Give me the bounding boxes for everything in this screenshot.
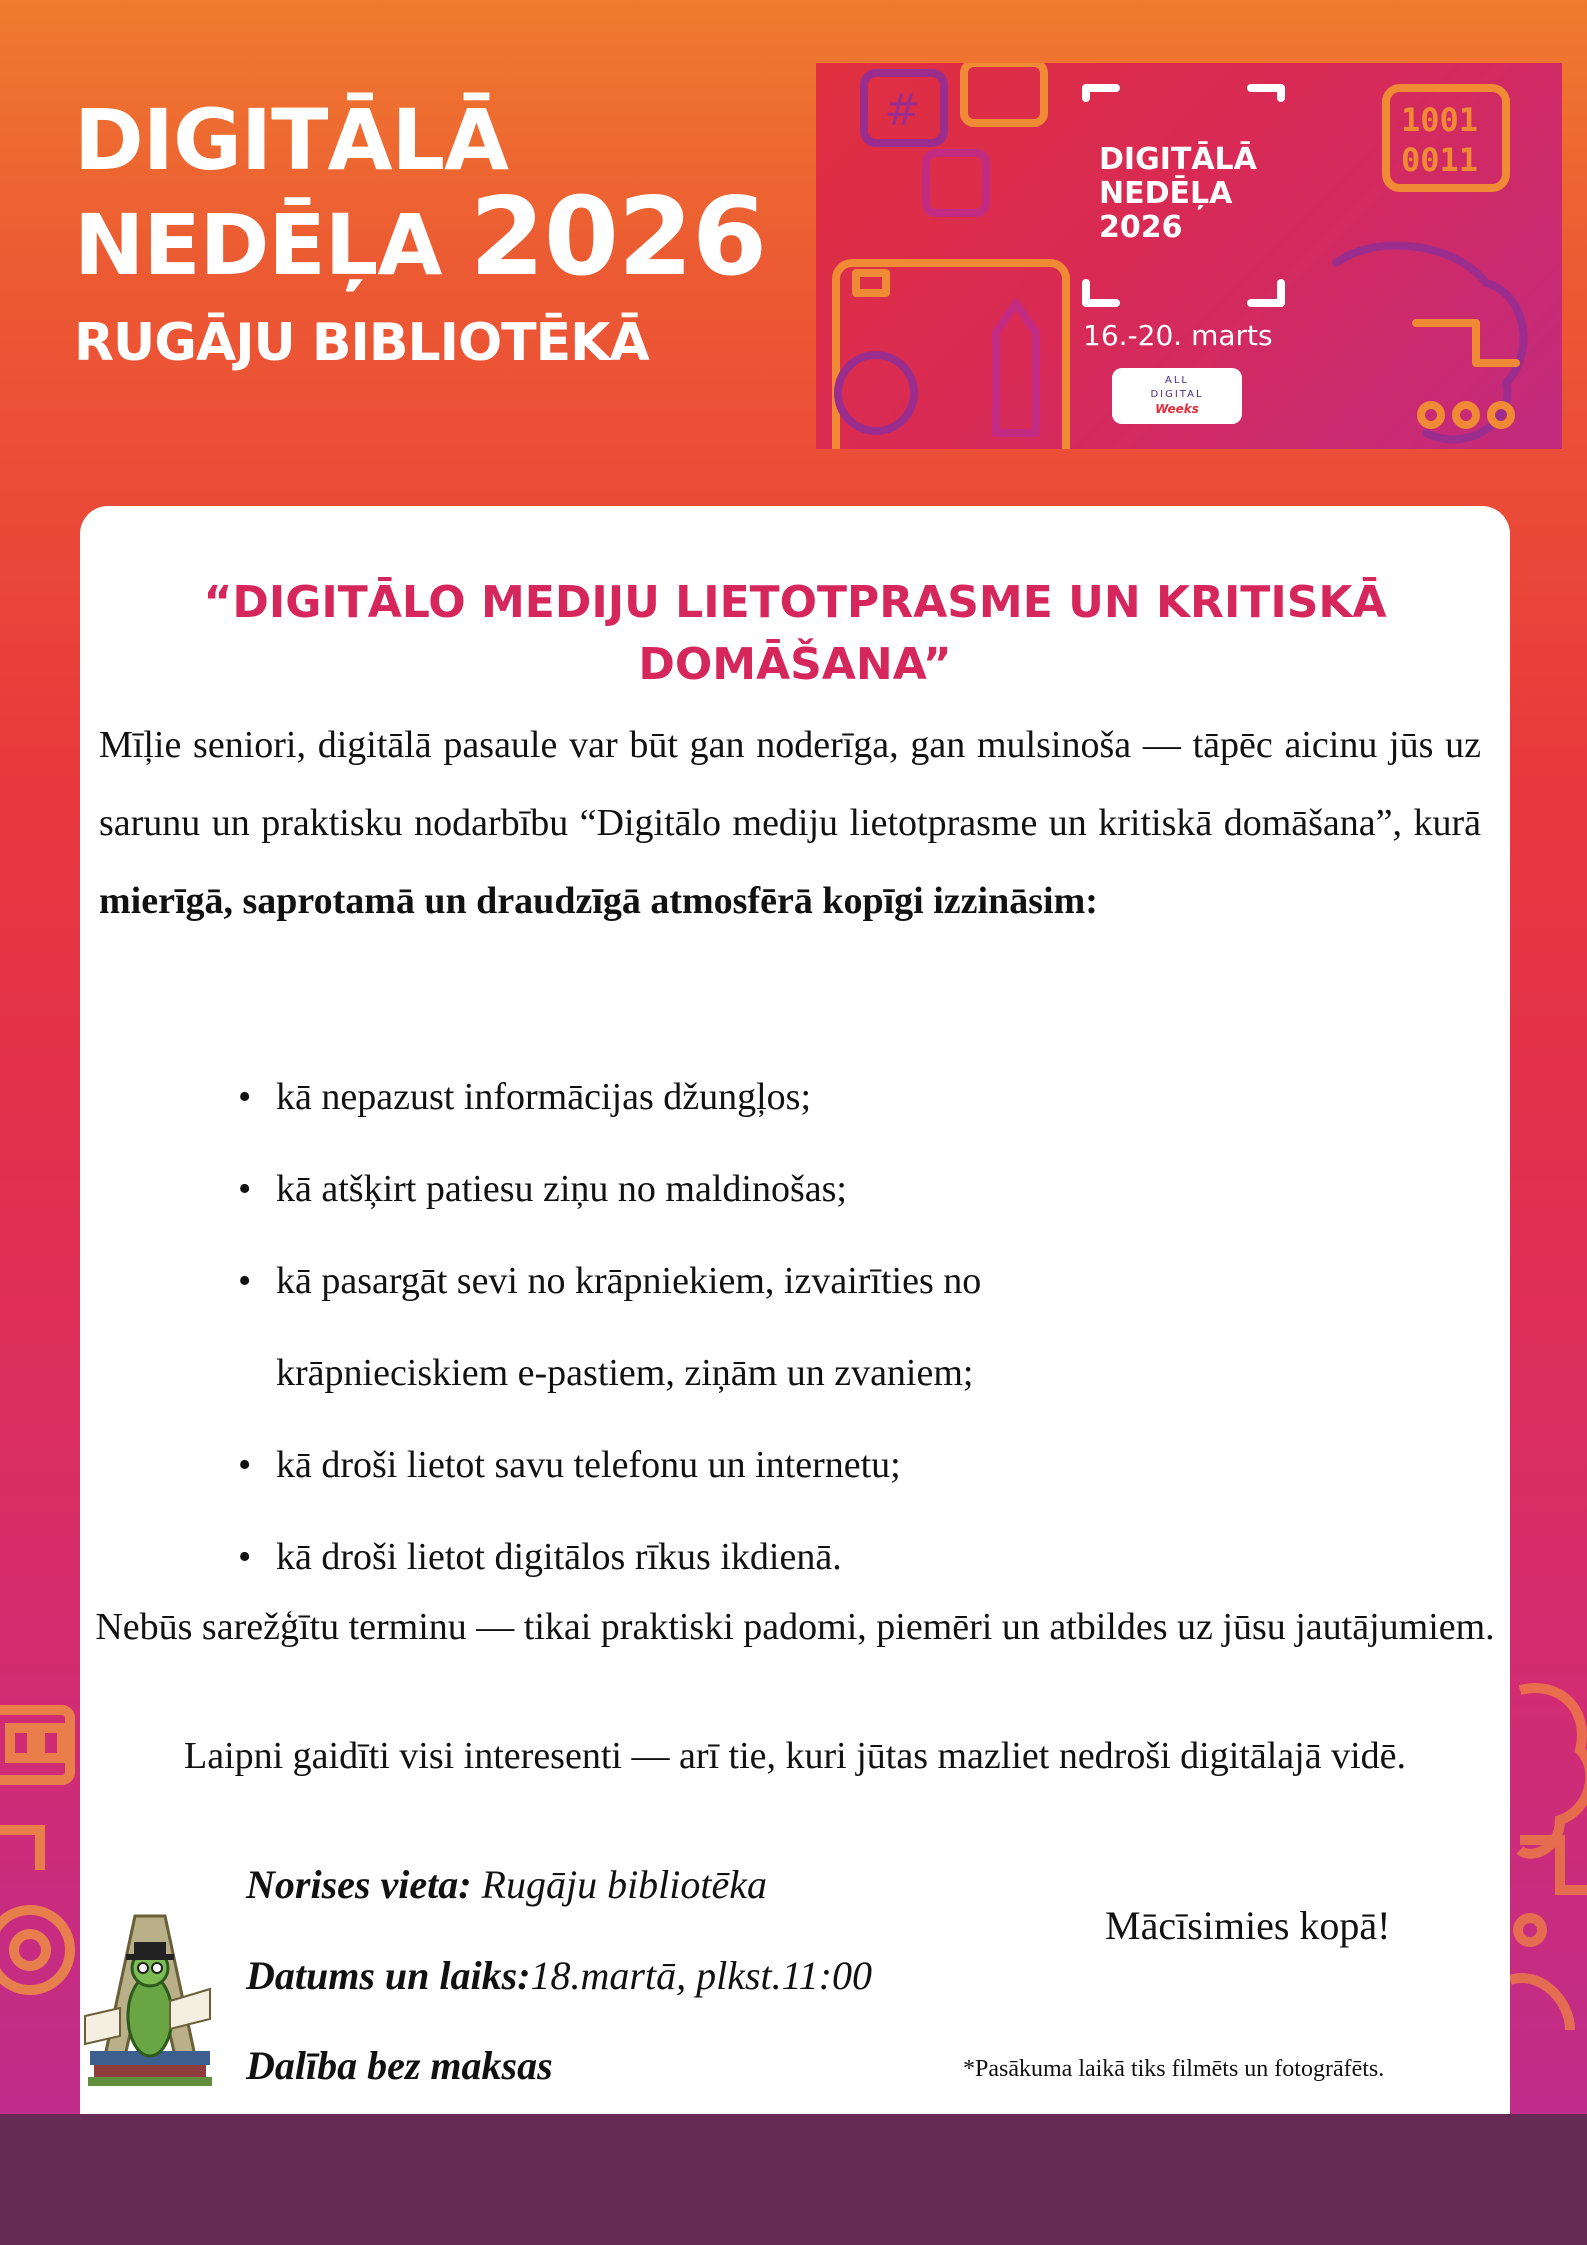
intro-text: Mīļie seniori, digitālā pasaule var būt gan noderīga, gan mulsinoša — tāpēc aicinu jūs uz sarunu un praktisku nodarbību “Digitālo mediju lietotprasme un kritiskā domāšana”, kurā xyxy=(99,724,1481,844)
list-item-continuation xyxy=(276,1327,1276,1419)
list-item-text: kā droši lietot savu telefonu un internetu; xyxy=(276,1444,901,1486)
fee-line xyxy=(246,2042,553,2089)
note-no-terms: Nebūs sarežģītu terminu — tikai praktiski padomi, piemēri un atbildes uz jūsu jautājumiem. xyxy=(95,1606,1495,1648)
badge-weeks: Weeks xyxy=(1155,402,1199,416)
learn-together: Mācīsimies kopā! xyxy=(1105,1903,1391,1948)
svg-text:0011: 0011 xyxy=(1401,141,1479,179)
banner-title-line1: DIGITĀLĀ xyxy=(1099,142,1257,177)
headline-line2-text: NEDĒĻA xyxy=(74,196,442,294)
list-item-text: kā atšķirt patiesu ziņu no maldinošas; xyxy=(276,1168,847,1210)
venue-value: Rugāju bibliotēka xyxy=(471,1862,768,1907)
list-item xyxy=(238,1235,1276,1327)
fee-text: Dalība bez maksas xyxy=(246,2043,553,2088)
headline-line1: DIGITĀLĀ xyxy=(74,91,509,189)
footer-band xyxy=(0,2114,1587,2245)
banner-title xyxy=(1099,143,1257,245)
bullet-icon: • xyxy=(238,1260,252,1302)
badge-digital: DIGITAL xyxy=(1150,389,1204,400)
headline xyxy=(74,92,814,383)
datetime-label: Datums un laiks: xyxy=(246,1953,531,1998)
library-mascot-image xyxy=(80,1906,230,2086)
datetime-value: 18.martā, plkst.11:00 xyxy=(530,1953,872,1998)
banner-dates: 16.-20. marts xyxy=(1083,319,1273,352)
list-item xyxy=(238,1511,1276,1603)
bullet-icon: • xyxy=(238,1536,252,1578)
list-item-text: kā pasargāt sevi no krāpniekiem, izvairīties no xyxy=(276,1260,982,1302)
venue-line xyxy=(246,1861,767,1908)
intro-bold: mierīgā, saprotamā un draudzīgā atmosfērā kopīgi izzināsim: xyxy=(99,880,1098,922)
list-item xyxy=(238,1051,1276,1143)
svg-text:1001: 1001 xyxy=(1401,101,1479,139)
headline-subtitle: RUGĀJU BIBLIOTĒKĀ xyxy=(74,313,649,373)
list-item-text: kā nepazust informācijas džungļos; xyxy=(276,1076,812,1118)
event-title: “DIGITĀLO MEDIJU LIETOTPRASME UN KRITISKĀ DOMĀŠANA” xyxy=(203,577,1387,690)
list-item-text: kā droši lietot digitālos rīkus ikdienā. xyxy=(276,1536,842,1578)
bullet-icon: • xyxy=(238,1076,252,1118)
brain-decoration-right xyxy=(1500,1680,1587,2060)
datetime-line xyxy=(246,1952,872,1999)
banner-title-line3: 2026 xyxy=(1099,210,1183,245)
bullet-icon: • xyxy=(238,1168,252,1210)
hashtag-icon: # xyxy=(884,85,921,136)
all-digital-weeks-logo xyxy=(1112,368,1242,424)
headline-line2 xyxy=(74,175,814,300)
note-welcome: Laipni gaidīti visi interesenti — arī tie, kuri jūtas mazliet nedroši digitālajā vidē. xyxy=(183,1735,1406,1777)
digital-week-banner xyxy=(816,63,1562,449)
circuit-decoration-left xyxy=(0,1690,90,2050)
content-card xyxy=(80,506,1510,2114)
banner-title-line2: NEDĒĻA xyxy=(1099,176,1233,211)
bullet-icon: • xyxy=(238,1444,252,1486)
list-item xyxy=(238,1143,1276,1235)
filming-disclaimer: *Pasākuma laikā tiks filmēts un fotogrāfēts. xyxy=(963,2056,1385,2082)
list-item-text: krāpnieciskiem e-pastiem, ziņām un zvaniem; xyxy=(276,1352,974,1394)
list-item xyxy=(238,1419,1276,1511)
headline-year: 2026 xyxy=(469,175,767,300)
badge-all: ALL xyxy=(1165,375,1189,386)
intro-paragraph xyxy=(99,706,1481,940)
venue-label: Norises vieta: xyxy=(246,1862,472,1907)
topics-list xyxy=(238,1051,1276,1603)
